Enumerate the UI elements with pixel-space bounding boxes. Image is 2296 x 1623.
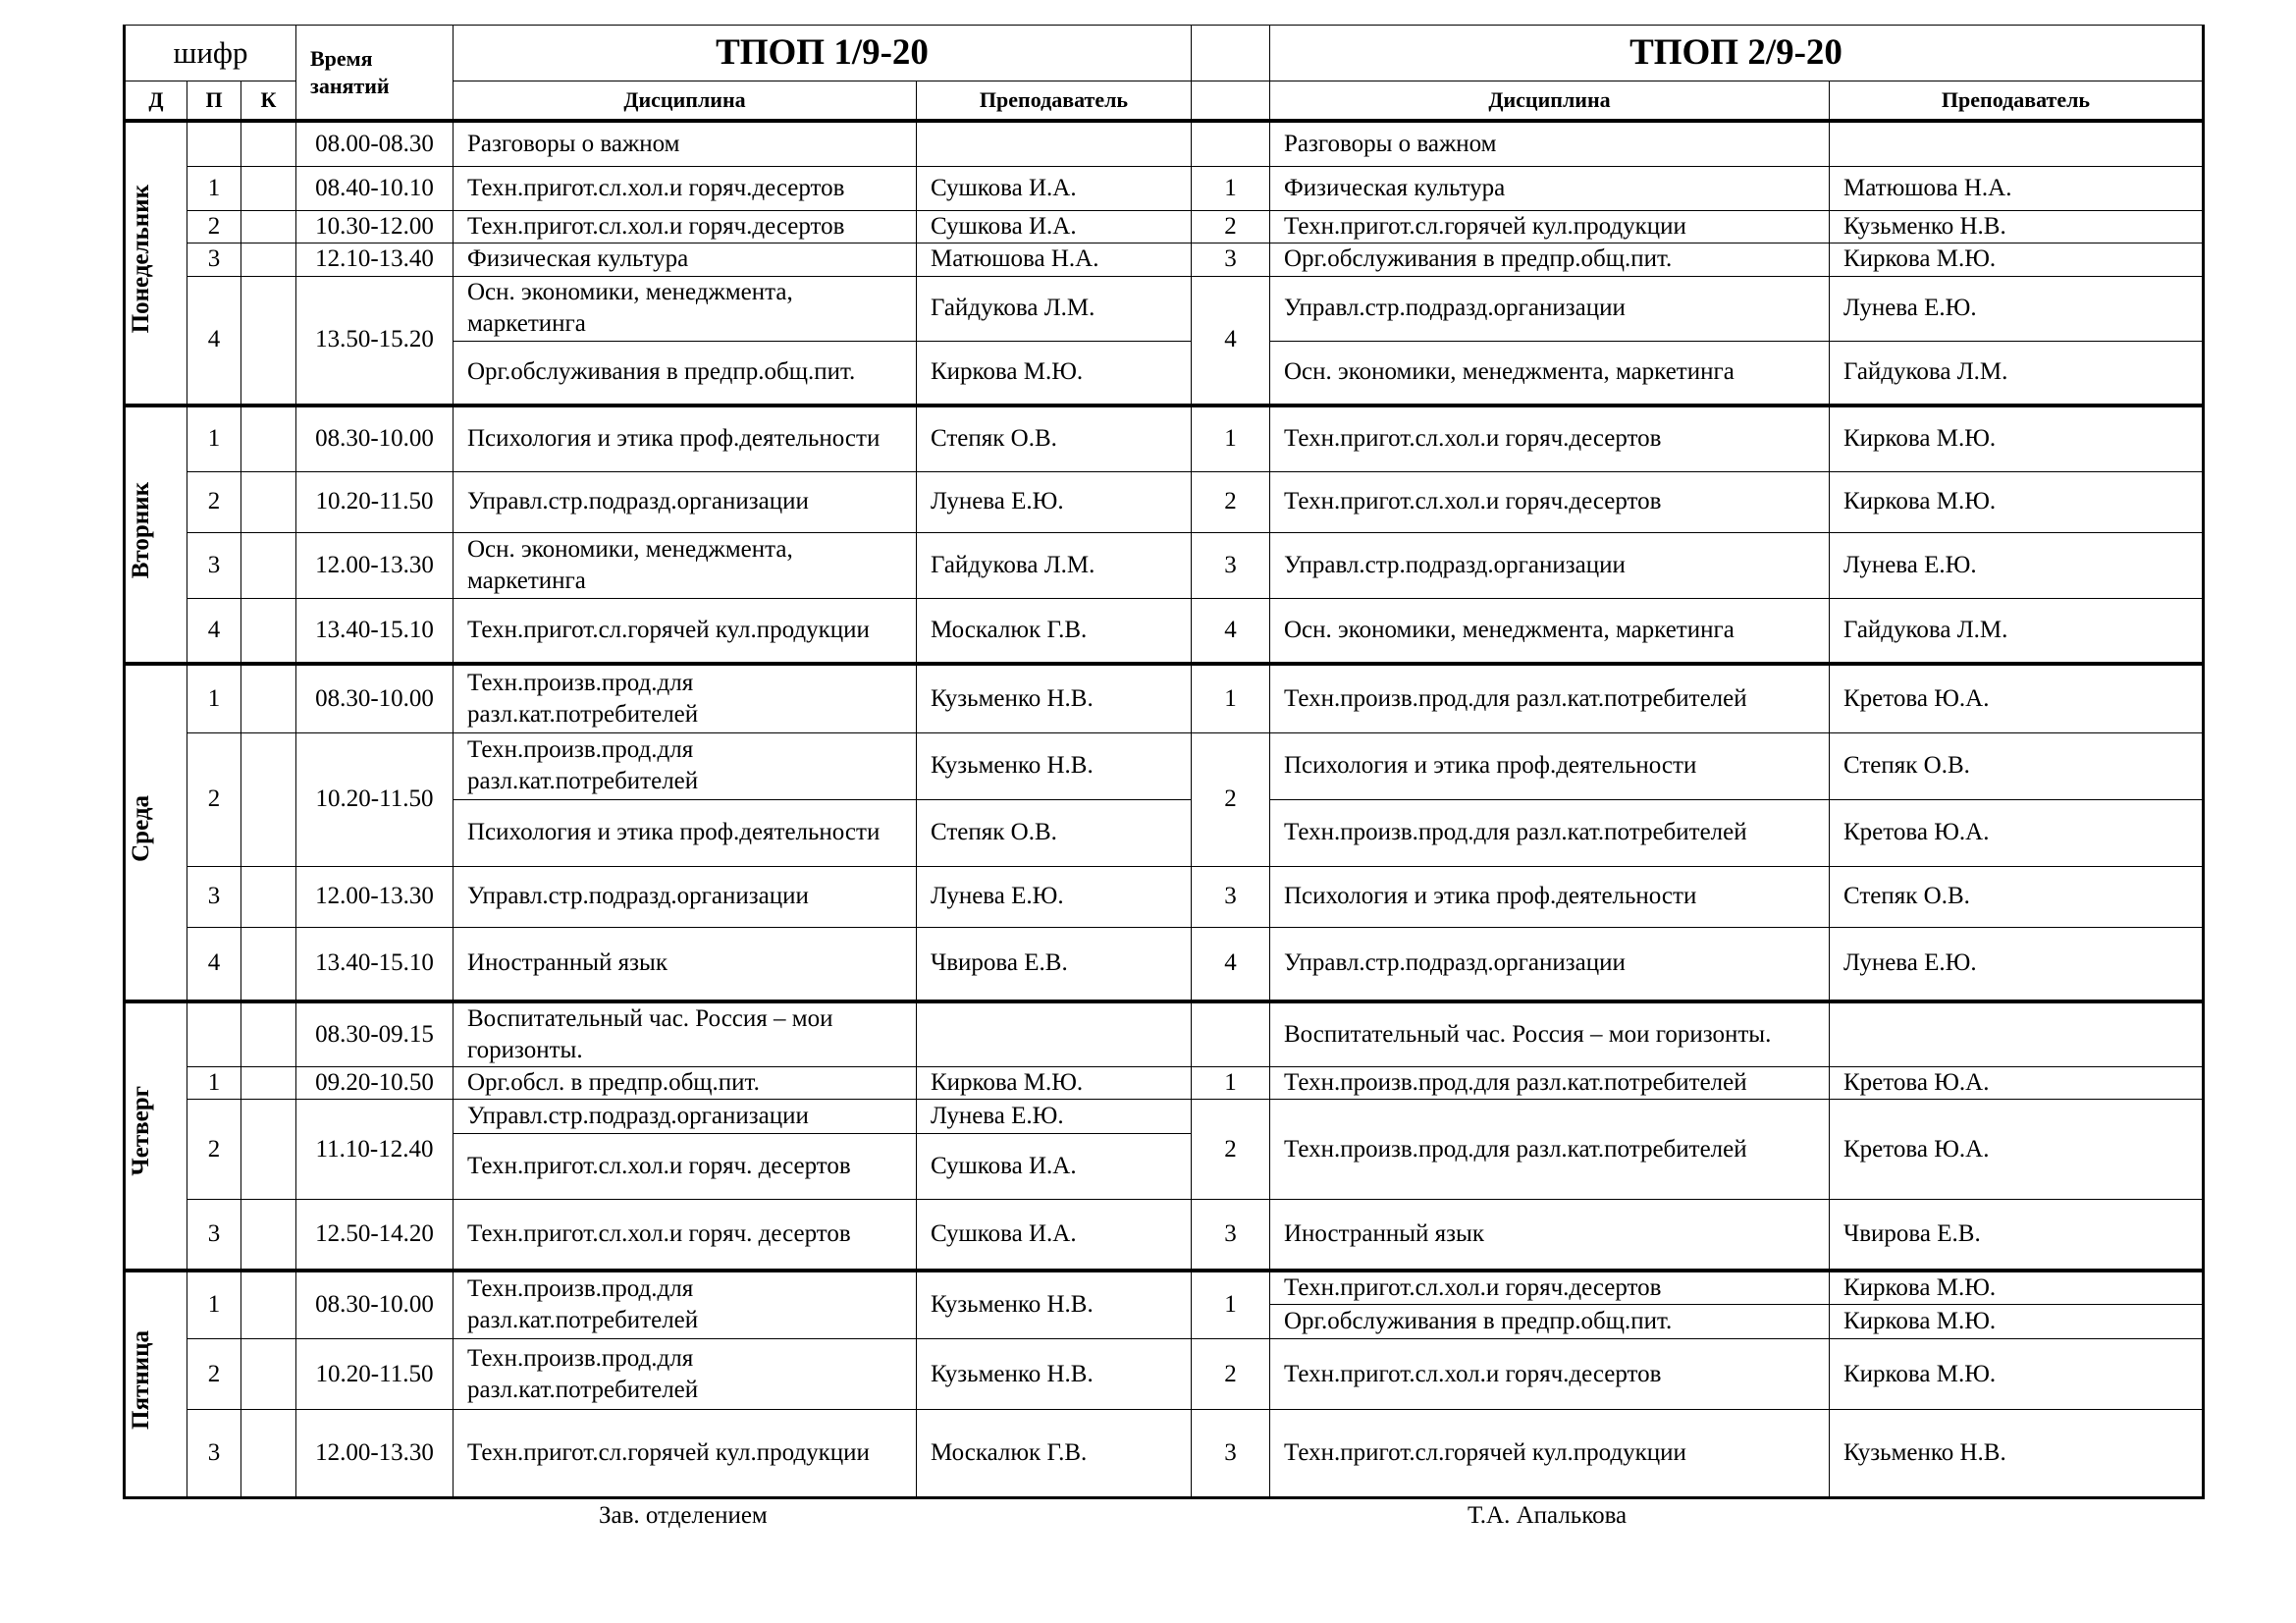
pair-number-group2 <box>1192 121 1270 166</box>
teacher-group2 <box>1830 1001 2204 1067</box>
teacher-group2: Кретова Ю.А. <box>1830 799 2204 866</box>
lesson-row <box>125 1067 2204 1100</box>
discipline-group2: Техн.пригот.сл.хол.и горяч.десертов <box>1270 1339 1830 1410</box>
teacher-group1: Киркова М.Ю. <box>917 341 1192 406</box>
teacher-group2: Чвирова Е.В. <box>1830 1200 2204 1271</box>
teacher-group2: Киркова М.Ю. <box>1830 1271 2204 1305</box>
group2-title: ТПОП 2/9-20 <box>1270 26 2204 81</box>
lesson-row <box>125 866 2204 927</box>
room-cell <box>241 866 296 927</box>
room-cell <box>241 406 296 471</box>
discipline-group2: Техн.произв.прод.для разл.кат.потребителей <box>1270 1067 1830 1100</box>
lesson-time: 08.30-10.00 <box>296 406 454 471</box>
pair-number: 3 <box>187 866 241 927</box>
pair-number-group2: 2 <box>1192 1339 1270 1410</box>
discipline-group1: Психология и этика проф.деятельности <box>454 799 917 866</box>
teacher-group1: Гайдукова Л.М. <box>917 532 1192 598</box>
discipline-group1: Техн.пригот.сл.горячей кул.продукции <box>454 1410 917 1498</box>
room-cell <box>241 166 296 210</box>
discipline-header-2: Дисциплина <box>1270 81 1830 122</box>
pair-number-group2: 2 <box>1192 471 1270 532</box>
day-name <box>125 664 187 1001</box>
teacher-group2: Степяк О.В. <box>1830 732 2204 799</box>
schedule-table <box>123 25 2205 1499</box>
discipline-group1: Иностранный язык <box>454 927 917 1001</box>
discipline-group2: Психология и этика проф.деятельности <box>1270 732 1830 799</box>
teacher-group2: Кузьменко Н.В. <box>1830 210 2204 243</box>
teacher-group2: Кузьменко Н.В. <box>1830 1410 2204 1498</box>
teacher-group1: Кузьменко Н.В. <box>917 1271 1192 1339</box>
discipline-group2: Осн. экономики, менеджмента, маркетинга <box>1270 598 1830 664</box>
table-header <box>125 26 2204 122</box>
discipline-group1: Техн.пригот.сл.хол.и горяч. десертов <box>454 1134 917 1200</box>
day-label: Четверг <box>128 1086 154 1177</box>
pair-number: 1 <box>187 166 241 210</box>
discipline-group2: Техн.пригот.сл.хол.и горяч.десертов <box>1270 406 1830 471</box>
teacher-group2: Кретова Ю.А. <box>1830 1067 2204 1100</box>
pair-number: 4 <box>187 598 241 664</box>
discipline-group2: Управл.стр.подразд.организации <box>1270 276 1830 341</box>
lesson-row <box>125 1001 2204 1067</box>
teacher-group2: Лунева Е.Ю. <box>1830 927 2204 1001</box>
lesson-time: 12.00-13.30 <box>296 1410 454 1498</box>
pair-number: 2 <box>187 1339 241 1410</box>
teacher-group2: Кретова Ю.А. <box>1830 1100 2204 1200</box>
pair-number: 3 <box>187 243 241 276</box>
lesson-row <box>125 121 2204 166</box>
pair-number: 4 <box>187 927 241 1001</box>
lesson-row <box>125 732 2204 799</box>
pair-number: 1 <box>187 1271 241 1339</box>
pair-number: 3 <box>187 532 241 598</box>
group1-title: ТПОП 1/9-20 <box>454 26 1192 81</box>
pair-number-group2: 4 <box>1192 598 1270 664</box>
pair-number-group2: 3 <box>1192 243 1270 276</box>
discipline-group1: Физическая культура <box>454 243 917 276</box>
lesson-row <box>125 532 2204 598</box>
pair-number-group2: 4 <box>1192 276 1270 406</box>
discipline-group2: Разговоры о важном <box>1270 121 1830 166</box>
pair-number-group2: 2 <box>1192 732 1270 866</box>
teacher-group2: Киркова М.Ю. <box>1830 1339 2204 1410</box>
pair-col-header: П <box>187 81 241 122</box>
lesson-row <box>125 166 2204 210</box>
room-cell <box>241 1339 296 1410</box>
pair-number: 4 <box>187 276 241 406</box>
teacher-group1 <box>917 121 1192 166</box>
discipline-group1: Техн.пригот.сл.хол.и горяч.десертов <box>454 210 917 243</box>
pair-number-group2: 4 <box>1192 927 1270 1001</box>
pair-number: 2 <box>187 1100 241 1200</box>
pair-number-group2: 1 <box>1192 664 1270 732</box>
lesson-time: 10.20-11.50 <box>296 1339 454 1410</box>
lesson-row <box>125 927 2204 1001</box>
discipline-group1: Техн.произв.прод.для разл.кат.потребителей <box>454 1271 917 1339</box>
lesson-row <box>125 664 2204 732</box>
lesson-row <box>125 406 2204 471</box>
footer-name: Т.А. Апалькова <box>1468 1502 1628 1529</box>
pair-number: 2 <box>187 210 241 243</box>
teacher-group2: Матюшова Н.А. <box>1830 166 2204 210</box>
teacher-group2: Степяк О.В. <box>1830 866 2204 927</box>
lesson-time: 13.40-15.10 <box>296 598 454 664</box>
lesson-time: 08.30-10.00 <box>296 1271 454 1339</box>
pair-number: 3 <box>187 1200 241 1271</box>
discipline-group1: Осн. экономики, менеджмента, маркетинга <box>454 532 917 598</box>
pair-number: 1 <box>187 664 241 732</box>
pair-number <box>187 121 241 166</box>
room-cell <box>241 243 296 276</box>
discipline-group2: Физическая культура <box>1270 166 1830 210</box>
discipline-group1: Техн.пригот.сл.горячей кул.продукции <box>454 598 917 664</box>
lesson-time: 10.30-12.00 <box>296 210 454 243</box>
discipline-group2: Воспитательный час. Россия – мои горизонты. <box>1270 1001 1830 1067</box>
discipline-group1: Техн.произв.прод.для разл.кат.потребителей <box>454 732 917 799</box>
teacher-group2: Гайдукова Л.М. <box>1830 341 2204 406</box>
pair-number-group2: 1 <box>1192 1067 1270 1100</box>
teacher-group1: Чвирова Е.В. <box>917 927 1192 1001</box>
pair-number-group2: 3 <box>1192 1200 1270 1271</box>
lesson-time: 08.30-10.00 <box>296 664 454 732</box>
pair-number-group2: 1 <box>1192 406 1270 471</box>
teacher-group1: Степяк О.В. <box>917 799 1192 866</box>
teacher-group1: Киркова М.Ю. <box>917 1067 1192 1100</box>
discipline-group1: Управл.стр.подразд.организации <box>454 1100 917 1134</box>
day-name <box>125 1271 187 1498</box>
discipline-group1: Управл.стр.подразд.организации <box>454 471 917 532</box>
pair-number-group2: 3 <box>1192 1410 1270 1498</box>
lesson-row <box>125 243 2204 276</box>
pair-number: 3 <box>187 1410 241 1498</box>
group2-number-header <box>1192 26 1270 81</box>
discipline-group2: Техн.пригот.сл.хол.и горяч.десертов <box>1270 471 1830 532</box>
room-cell <box>241 1001 296 1067</box>
teacher-group2: Гайдукова Л.М. <box>1830 598 2204 664</box>
discipline-group2: Иностранный язык <box>1270 1200 1830 1271</box>
pair-number: 2 <box>187 732 241 866</box>
schedule-body <box>125 121 2204 1498</box>
discipline-group1: Разговоры о важном <box>454 121 917 166</box>
room-cell <box>241 1100 296 1200</box>
discipline-group2: Техн.пригот.сл.горячей кул.продукции <box>1270 1410 1830 1498</box>
teacher-group2 <box>1830 121 2204 166</box>
time-header: Время занятий <box>296 26 454 122</box>
day-label: Понедельник <box>128 184 154 334</box>
teacher-group1: Москалюк Г.В. <box>917 1410 1192 1498</box>
teacher-group2: Киркова М.Ю. <box>1830 471 2204 532</box>
room-cell <box>241 210 296 243</box>
discipline-group2: Техн.пригот.сл.горячей кул.продукции <box>1270 210 1830 243</box>
lesson-time: 13.40-15.10 <box>296 927 454 1001</box>
discipline-group2: Управл.стр.подразд.организации <box>1270 927 1830 1001</box>
room-cell <box>241 121 296 166</box>
day-col-header: Д <box>125 81 187 122</box>
teacher-header-1: Преподаватель <box>917 81 1192 122</box>
room-cell <box>241 471 296 532</box>
lesson-row <box>125 1271 2204 1305</box>
discipline-group1: Воспитательный час. Россия – мои горизонты. <box>454 1001 917 1067</box>
day-label: Среда <box>128 794 154 862</box>
discipline-group1: Техн.пригот.сл.хол.и горяч.десертов <box>454 166 917 210</box>
teacher-group1: Сушкова И.А. <box>917 210 1192 243</box>
discipline-group2: Орг.обслуживания в предпр.общ.пит. <box>1270 243 1830 276</box>
pair-number-group2: 2 <box>1192 1100 1270 1200</box>
pair-number-group2: 1 <box>1192 166 1270 210</box>
discipline-group2: Техн.пригот.сл.хол.и горяч.десертов <box>1270 1271 1830 1305</box>
room-cell <box>241 276 296 406</box>
lesson-time: 11.10-12.40 <box>296 1100 454 1200</box>
pair-number: 1 <box>187 1067 241 1100</box>
room-cell <box>241 1200 296 1271</box>
discipline-group2: Техн.произв.прод.для разл.кат.потребителей <box>1270 1100 1830 1200</box>
teacher-group1: Гайдукова Л.М. <box>917 276 1192 341</box>
lesson-time: 08.30-09.15 <box>296 1001 454 1067</box>
room-cell <box>241 1410 296 1498</box>
day-name <box>125 1001 187 1271</box>
pair-number-group2: 3 <box>1192 532 1270 598</box>
day-name <box>125 406 187 664</box>
teacher-group1: Кузьменко Н.В. <box>917 1339 1192 1410</box>
lesson-time: 12.00-13.30 <box>296 866 454 927</box>
lesson-row <box>125 1410 2204 1498</box>
pair-number-group2: 3 <box>1192 866 1270 927</box>
discipline-group1: Техн.произв.прод.для разл.кат.потребителей <box>454 1339 917 1410</box>
lesson-row <box>125 1200 2204 1271</box>
lesson-time: 08.40-10.10 <box>296 166 454 210</box>
teacher-group2: Киркова М.Ю. <box>1830 243 2204 276</box>
teacher-group1: Сушкова И.А. <box>917 1200 1192 1271</box>
teacher-group1: Кузьменко Н.В. <box>917 732 1192 799</box>
discipline-group2: Осн. экономики, менеджмента, маркетинга <box>1270 341 1830 406</box>
teacher-group2: Кретова Ю.А. <box>1830 664 2204 732</box>
teacher-group1: Лунева Е.Ю. <box>917 866 1192 927</box>
room-cell <box>241 1067 296 1100</box>
room-cell <box>241 598 296 664</box>
lesson-row <box>125 1100 2204 1134</box>
teacher-group1: Сушкова И.А. <box>917 1134 1192 1200</box>
discipline-group1: Орг.обсл. в предпр.общ.пит. <box>454 1067 917 1100</box>
lesson-time: 12.10-13.40 <box>296 243 454 276</box>
discipline-group1: Управл.стр.подразд.организации <box>454 866 917 927</box>
lesson-time: 12.50-14.20 <box>296 1200 454 1271</box>
lesson-time: 08.00-08.30 <box>296 121 454 166</box>
lesson-row <box>125 1339 2204 1410</box>
room-cell <box>241 927 296 1001</box>
lesson-row <box>125 210 2204 243</box>
discipline-group2: Техн.произв.прод.для разл.кат.потребителей <box>1270 799 1830 866</box>
discipline-group2: Психология и этика проф.деятельности <box>1270 866 1830 927</box>
teacher-group1: Матюшова Н.А. <box>917 243 1192 276</box>
teacher-group1: Москалюк Г.В. <box>917 598 1192 664</box>
lesson-time: 10.20-11.50 <box>296 732 454 866</box>
cipher-header: шифр <box>125 26 296 81</box>
pair-number: 2 <box>187 471 241 532</box>
lesson-row <box>125 471 2204 532</box>
discipline-group1: Техн.произв.прод.для разл.кат.потребителей <box>454 664 917 732</box>
teacher-group1 <box>917 1001 1192 1067</box>
discipline-group2: Техн.произв.прод.для разл.кат.потребителей <box>1270 664 1830 732</box>
discipline-group1: Орг.обслуживания в предпр.общ.пит. <box>454 341 917 406</box>
discipline-group2: Управл.стр.подразд.организации <box>1270 532 1830 598</box>
room-cell <box>241 1271 296 1339</box>
lesson-time: 10.20-11.50 <box>296 471 454 532</box>
pair-number-group2: 1 <box>1192 1271 1270 1339</box>
teacher-group1: Сушкова И.А. <box>917 166 1192 210</box>
lesson-time: 12.00-13.30 <box>296 532 454 598</box>
pair-number: 1 <box>187 406 241 471</box>
teacher-group2: Лунева Е.Ю. <box>1830 276 2204 341</box>
pair-col-header-2 <box>1192 81 1270 122</box>
day-name <box>125 121 187 406</box>
pair-number-group2 <box>1192 1001 1270 1067</box>
teacher-group1: Лунева Е.Ю. <box>917 1100 1192 1134</box>
teacher-group2: Киркова М.Ю. <box>1830 1305 2204 1339</box>
teacher-group1: Кузьменко Н.В. <box>917 664 1192 732</box>
lesson-time: 13.50-15.20 <box>296 276 454 406</box>
lesson-row <box>125 598 2204 664</box>
pair-number-group2: 2 <box>1192 210 1270 243</box>
discipline-group1: Осн. экономики, менеджмента, маркетинга <box>454 276 917 341</box>
discipline-group1: Техн.пригот.сл.хол.и горяч. десертов <box>454 1200 917 1271</box>
room-col-header: К <box>241 81 296 122</box>
teacher-header-2: Преподаватель <box>1830 81 2204 122</box>
day-label: Вторник <box>128 481 154 579</box>
teacher-group1: Лунева Е.Ю. <box>917 471 1192 532</box>
footer-position: Зав. отделением <box>599 1502 768 1529</box>
day-label: Пятница <box>128 1329 154 1430</box>
lesson-row <box>125 276 2204 341</box>
room-cell <box>241 532 296 598</box>
teacher-group2: Лунева Е.Ю. <box>1830 532 2204 598</box>
discipline-group1: Психология и этика проф.деятельности <box>454 406 917 471</box>
teacher-group1: Степяк О.В. <box>917 406 1192 471</box>
discipline-header-1: Дисциплина <box>454 81 917 122</box>
pair-number <box>187 1001 241 1067</box>
room-cell <box>241 732 296 866</box>
teacher-group2: Киркова М.Ю. <box>1830 406 2204 471</box>
lesson-time: 09.20-10.50 <box>296 1067 454 1100</box>
room-cell <box>241 664 296 732</box>
discipline-group2: Орг.обслуживания в предпр.общ.пит. <box>1270 1305 1830 1339</box>
